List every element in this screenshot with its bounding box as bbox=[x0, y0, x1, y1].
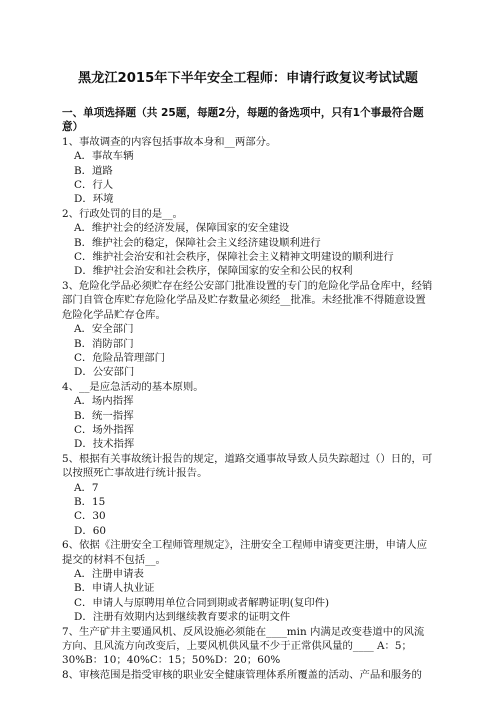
option-c: C．申请人与原聘用单位合同到期或者解聘证明(复印件) bbox=[74, 596, 330, 609]
question-7 bbox=[62, 625, 434, 668]
option-c: C．危险品管理部门 bbox=[74, 351, 166, 364]
option-b: B．统一指挥 bbox=[74, 409, 134, 422]
option-c: C．行人 bbox=[74, 179, 114, 192]
question-8 bbox=[62, 668, 434, 682]
question-stem: 2、行政处罚的目的是__。 bbox=[62, 207, 183, 220]
option-a: A．维护社会的经济发展，保障国家的安全建设 bbox=[74, 222, 290, 235]
question-2 bbox=[62, 207, 434, 279]
question-4 bbox=[62, 380, 434, 452]
page-title: 黑龙江2015年下半年安全工程师：申请行政复议考试试题 bbox=[77, 71, 418, 86]
question-stem: 1、事故调查的内容包括事故本身和__两部分。 bbox=[62, 135, 277, 148]
option-d: D．注册有效期内达到继续教育要求的证明文件 bbox=[74, 611, 291, 624]
question-stem: 3、危险化学品必须贮存在经公安部门批准设置的专门的危险化学品仓库中，经销部门自管仓库贮存危险化学品及贮存数量必须经__批准。未经批准不得随意设置危险化学品贮存仓库。 bbox=[62, 279, 433, 321]
option-c: C．30 bbox=[74, 510, 106, 523]
option-b: B．消防部门 bbox=[74, 337, 134, 350]
question-3 bbox=[62, 279, 434, 380]
question-6 bbox=[62, 538, 434, 624]
option-d: D．维护社会治安和社会秩序，保障国家的安全和公民的权利 bbox=[74, 265, 353, 278]
question-stem: 6、依据《注册安全工程师管理规定》，注册安全工程师申请变更注册，申请人应提交的材料不包括__。 bbox=[62, 539, 428, 566]
option-d: D．60 bbox=[74, 524, 106, 537]
option-d: D．公安部门 bbox=[74, 366, 135, 379]
option-d: D．环境 bbox=[74, 193, 114, 206]
option-c: C．维护社会治安和社会秩序，保障社会主义精神文明建设的顺利进行 bbox=[74, 251, 394, 264]
question-1 bbox=[62, 135, 434, 207]
option-a: A．注册申请表 bbox=[74, 568, 144, 580]
option-b: B．15 bbox=[74, 495, 106, 508]
question-stem: 4、__是应急活动的基本原则。 bbox=[62, 380, 204, 393]
option-d: D．技术指挥 bbox=[74, 438, 135, 451]
option-b: B．道路 bbox=[74, 164, 113, 177]
section-heading: 一、单项选择题（共 25题，每题2分，每题的备选项中，只有1个事最符合题意） bbox=[62, 107, 424, 134]
question-5 bbox=[62, 452, 434, 538]
option-c: C．场外指挥 bbox=[74, 423, 134, 436]
question-stem: 5、根据有关事故统计报告的规定，道路交通事故导致人员失踪超过（）日的，可以按照死亡事故进行统计报告。 bbox=[62, 452, 433, 480]
question-stem: 7、生产矿井主要通风机、反风设施必须能在____min 内满足改变巷道中的风流方向、且风流方向改变后，上要风机供风量不少于正常供风量的____ A：5；30%B：10；40%C：15；50%D：20；60% bbox=[62, 625, 425, 667]
option-b: B．申请人执业证 bbox=[74, 582, 155, 595]
option-a: A．7 bbox=[74, 481, 99, 494]
option-a: A．场内指挥 bbox=[74, 395, 134, 408]
question-stem: 8、审核范围是指受审核的职业安全健康管理体系所覆盖的活动、产品和服务的 bbox=[62, 668, 422, 681]
option-b: B．维护社会的稳定，保障社会主义经济建设顺利进行 bbox=[74, 236, 321, 249]
question-list bbox=[62, 135, 434, 682]
option-a: A．事故车辆 bbox=[74, 150, 134, 163]
option-a: A．安全部门 bbox=[74, 323, 134, 336]
